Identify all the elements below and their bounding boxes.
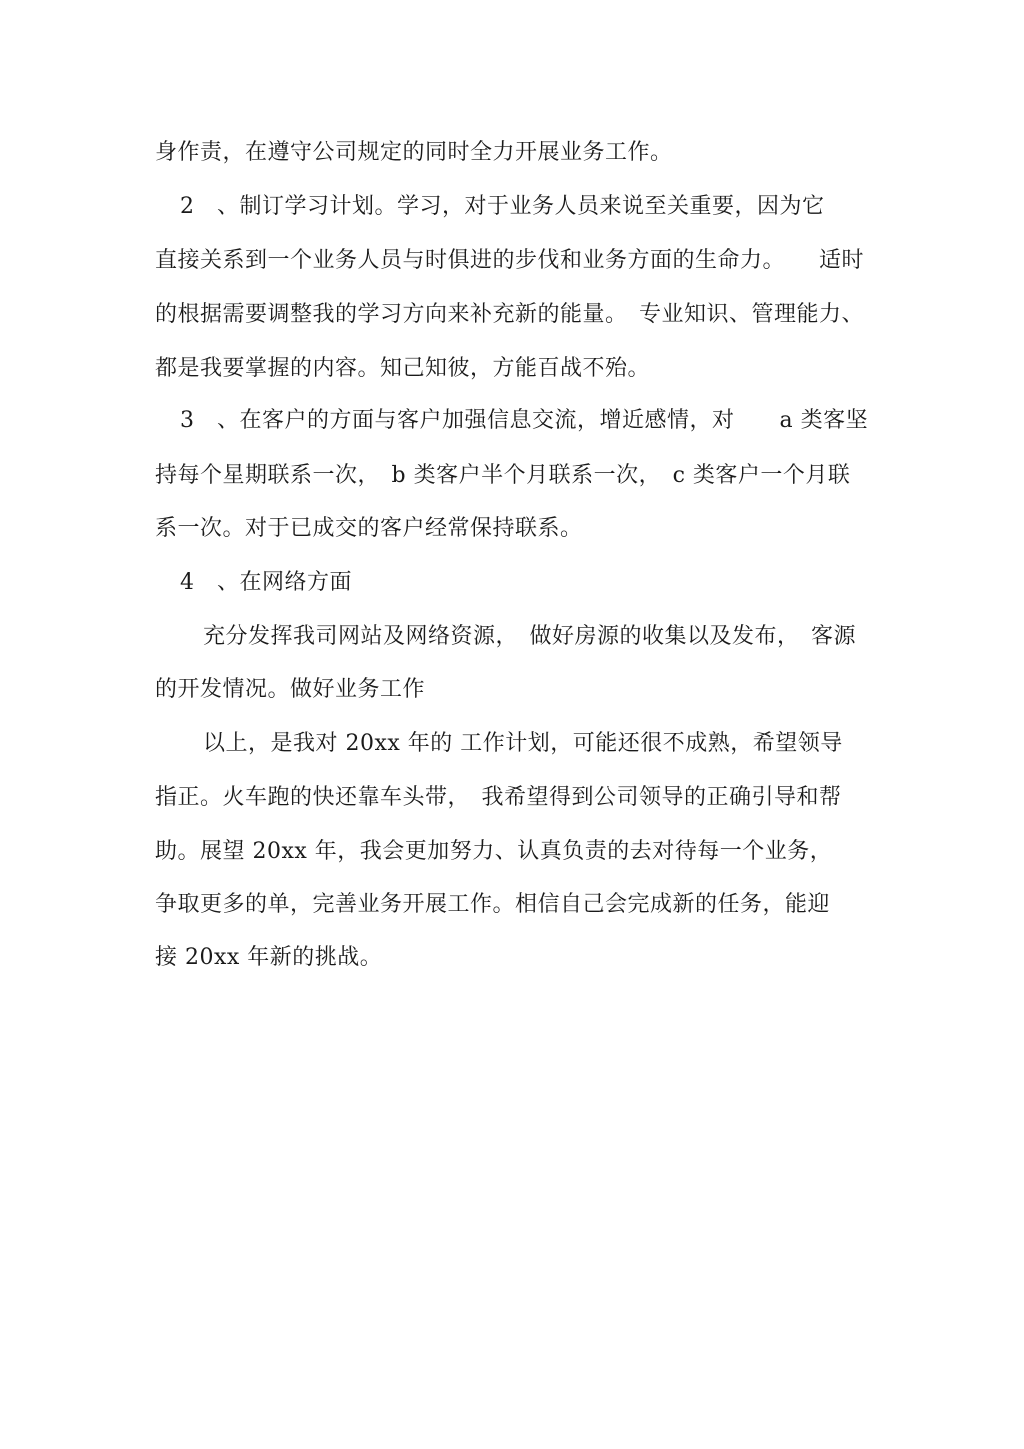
- paragraph-start: 充分发挥我司网站及网络资源， 做好房源的收集以及发布， 客源: [203, 624, 857, 649]
- text-line: 争取更多的单，完善业务开展工作。相信自己会完成新的任务，能迎: [155, 892, 831, 917]
- text-line: 系一次。对于已成交的客户经常保持联系。: [155, 516, 583, 541]
- text-line: 持每个星期联系一次， b 类客户半个月联系一次， c 类客户一个月联: [155, 463, 851, 488]
- text-line: 身作责，在遵守公司规定的同时全力开展业务工作。: [155, 140, 673, 165]
- list-item-2: 2 、制订学习计划。学习，对于业务人员来说至关重要，因为它: [180, 194, 825, 219]
- text-line: 指正。火车跑的快还靠车头带， 我希望得到公司领导的正确引导和帮: [155, 785, 842, 810]
- list-item-4: 4 、在网络方面: [180, 570, 352, 595]
- list-item-3: 3 、在客户的方面与客户加强信息交流，增近感情，对 a 类客坚: [180, 408, 869, 433]
- text-line: 助。展望 20xx 年，我会更加努力、认真负责的去对待每一个业务，: [155, 839, 833, 864]
- text-line: 直接关系到一个业务人员与时俱进的步伐和业务方面的生命力。 适时: [155, 248, 865, 273]
- text-line: 的根据需要调整我的学习方向来补充新的能量。 专业知识、管理能力、: [155, 302, 865, 327]
- paragraph-start: 以上，是我对 20xx 年的 工作计划，可能还很不成熟，希望领导: [203, 731, 843, 756]
- text-line: 都是我要掌握的内容。知己知彼，方能百战不殆。: [155, 356, 651, 381]
- text-line: 接 20xx 年新的挑战。: [155, 945, 383, 970]
- text-line: 的开发情况。做好业务工作: [155, 677, 426, 702]
